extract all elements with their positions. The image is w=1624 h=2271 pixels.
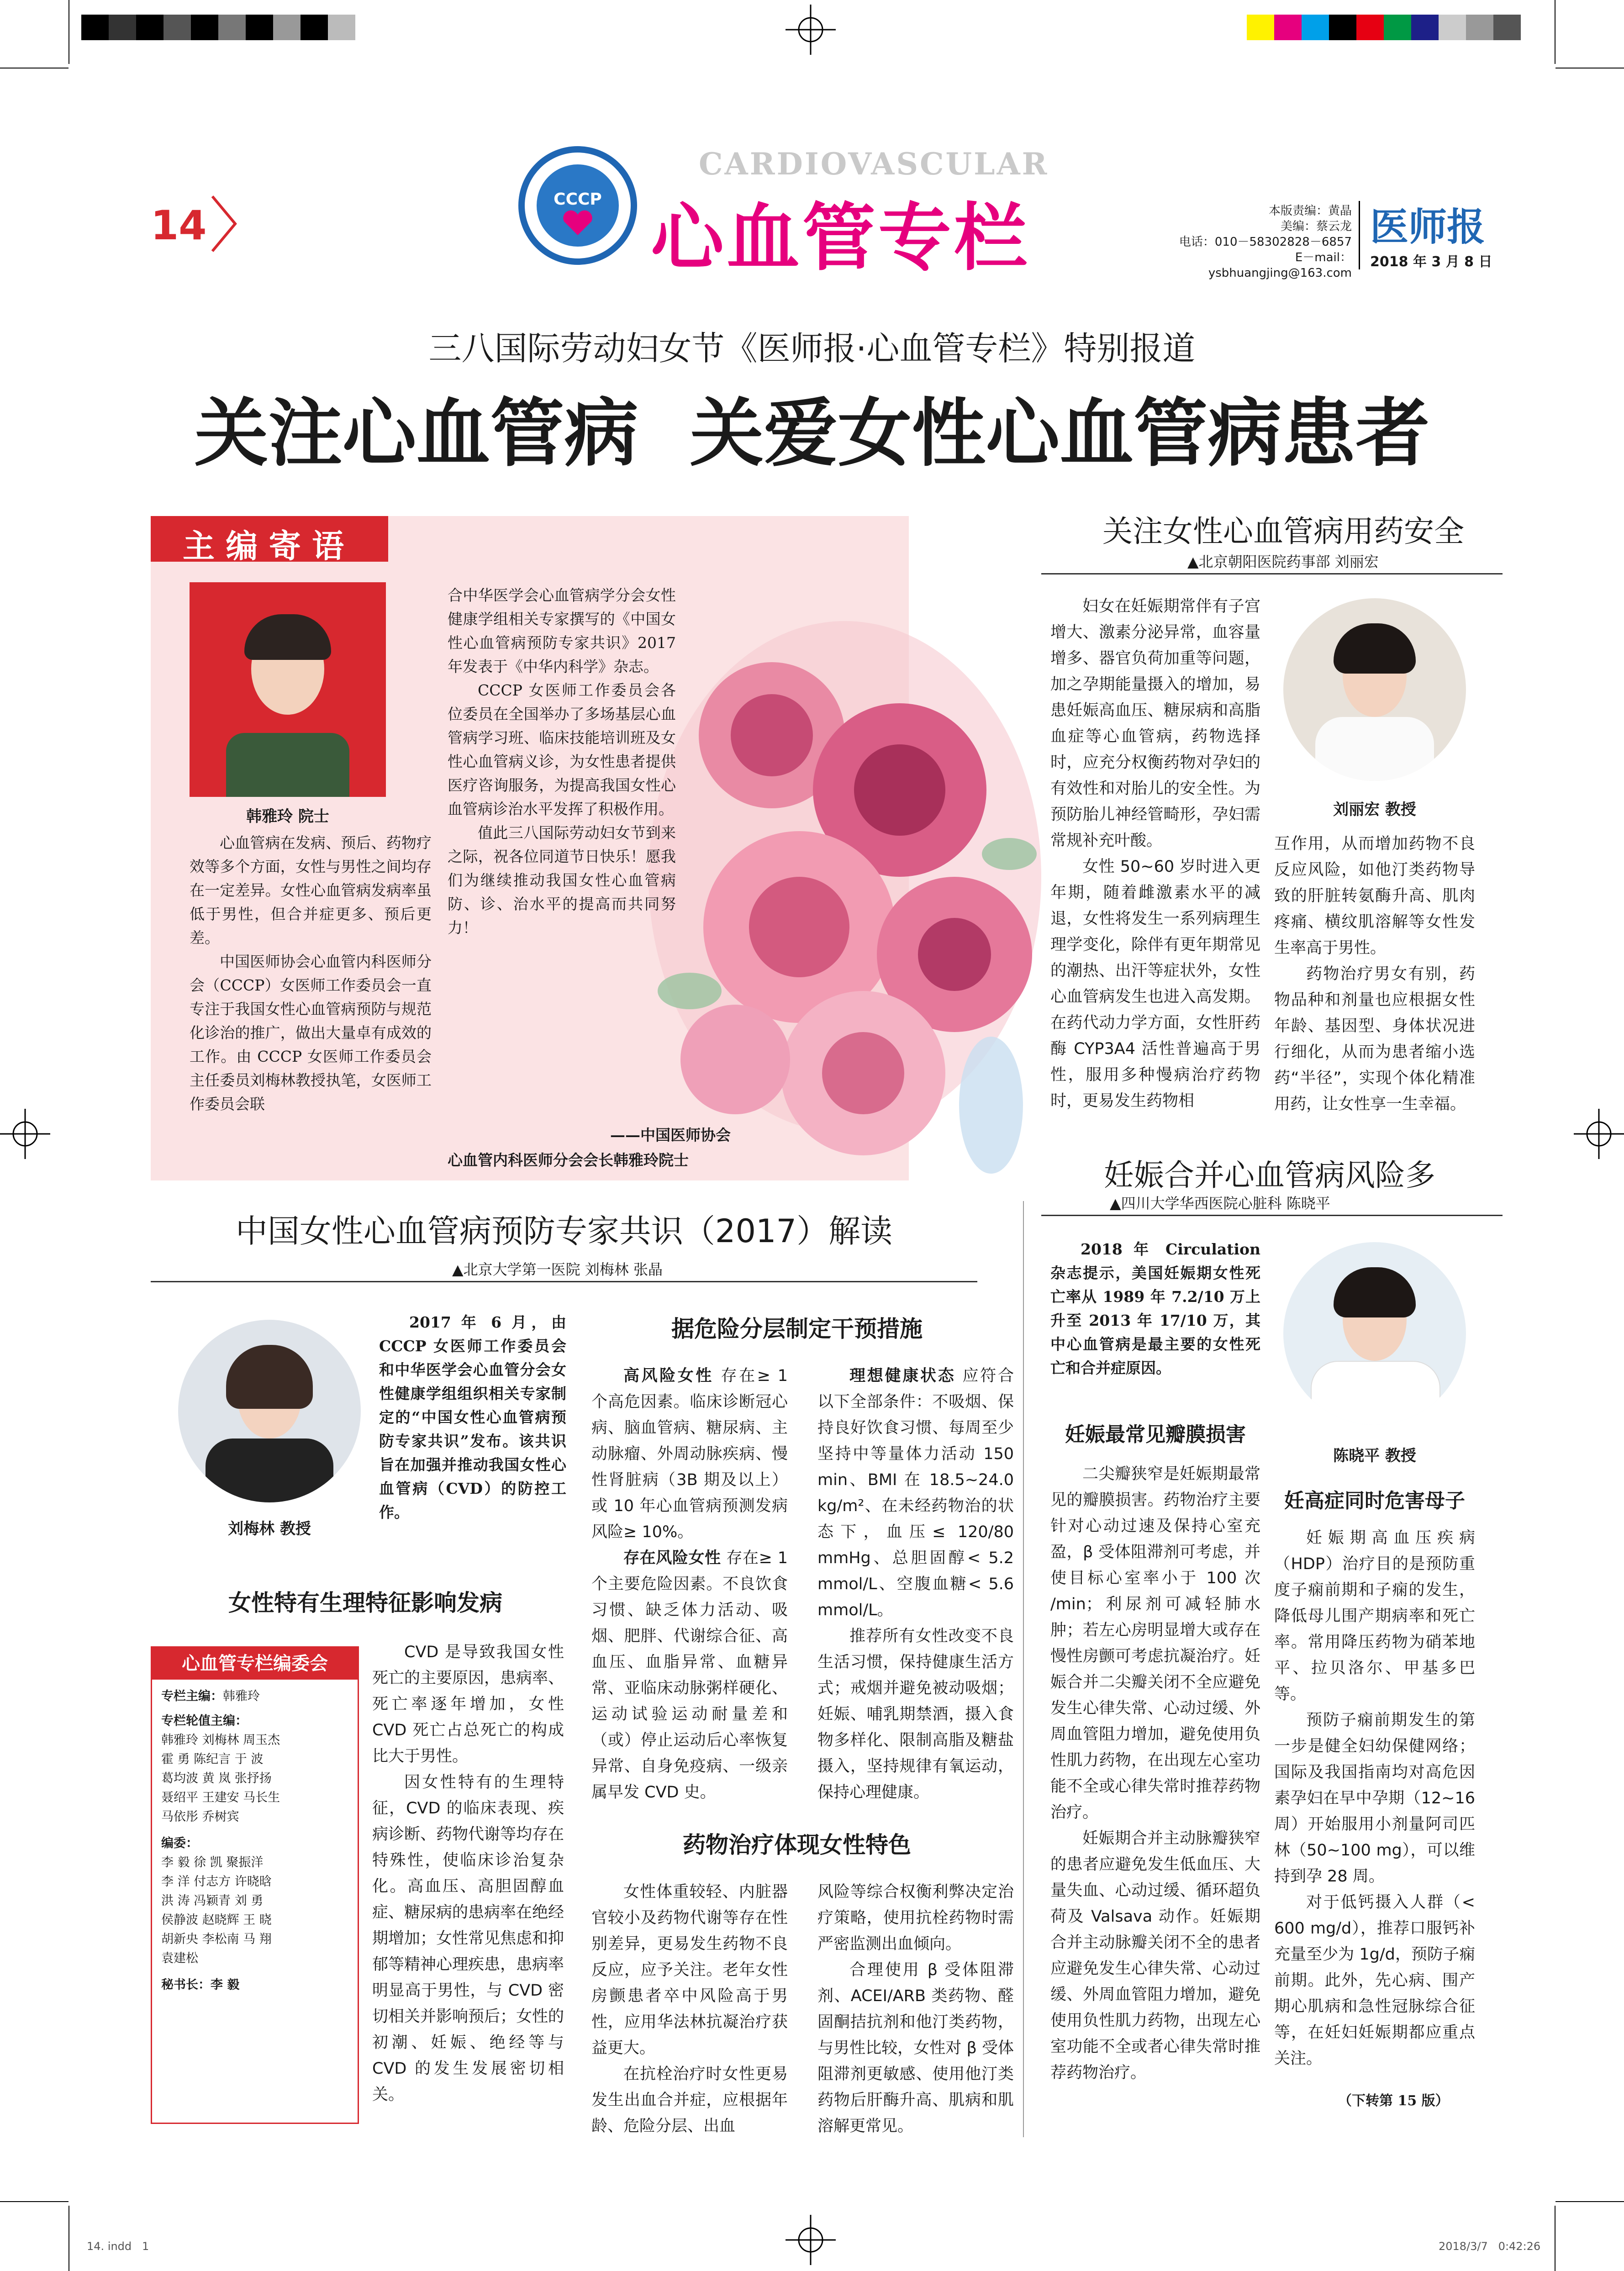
subhead-hypertension: 妊高症同时危害母子 <box>1284 1489 1465 1512</box>
color-bar <box>1247 15 1521 40</box>
paragraph: 2017 年 6 月，由 CCCP 女医师工作委员会和中华医学会心血管分会女性健康学组组织相关专家制定的“中国女性心血管病预防专家共识”发布。该共识旨在加强并推动我国女性心血管病（CVD）的防控工作。 <box>379 1313 566 1521</box>
article-title-drug-safety: 关注女性心血管病用药安全 <box>1102 514 1464 549</box>
committee-row: 袁建松 <box>161 1951 198 1965</box>
section-cn-title: 心血管专栏 <box>651 195 1030 280</box>
cccp-logo <box>518 146 637 265</box>
column-rule <box>1023 1201 1024 2137</box>
article-rule <box>1041 1215 1503 1216</box>
drug-safety-col2 <box>1274 831 1475 1117</box>
paragraph: 妊娠期合并主动脉瓣狭窄的患者应避免发生低血压、大量失血、心动过缓、循环超负荷及 Valsava 动作。妊娠期合并主动脉瓣关闭不全的患者应避免发生心律失常、心动过缓、外周血管阻力增加，避免使用负性肌力药物，出现左心室功能不全或者心律失常时推荐药物治疗。 <box>1050 1829 1260 2082</box>
paragraph: 妊娠期高血压疾病（HDP）治疗目的是预防重度子痫前期和子痫的发生，降低母儿围产期病率和死亡率。常用降压药物为硝苯地平、拉贝洛尔、甲基多巴等。 <box>1274 1529 1475 1703</box>
paragraph: 2018 年 Circulation 杂志提示，美国妊娠期女性死亡率从 1989 年 7.2/10 万上升至 2013 年 17/10 万，其中心血管病是最主要的女性死亡和合并症原因。 <box>1050 1240 1260 1377</box>
paragraph: 因女性特有的生理特征，CVD 的临床表现、疾病诊断、药物代谢等均存在特殊性，使临床诊治复杂化。高血压、高胆固醇血症、糖尿病的患病率在绝经期增加；女性常见焦虑和抑郁等精神心理疾患，患病率明显高于男性，与 CVD 密切相关并影响预后；女性的初潮、妊娠、绝经等与 CVD 的发生发展密切相关。 <box>372 1773 564 2104</box>
article-title-consensus: 中国女性心血管病预防专家共识（2017）解读 <box>235 1212 893 1250</box>
subhead-risk: 据危险分层制定干预措施 <box>671 1316 923 1342</box>
masthead-credits <box>1165 203 1352 281</box>
continued-note: （下转第 15 版） <box>1338 2093 1449 2109</box>
lead-text: 应符合以下全部条件：不吸烟、保持良好饮食习惯、每周至少坚持中等量体力活动 150 min、BMI 在 18.5~24.0 kg/m²、在未经药物治的状态下，血压≤ 120/80 mmHg、总胆固醇< 5.2 mmol/L、空腹血糖< 5.6 mmol/L。 <box>817 1367 1014 1619</box>
paragraph: CCCP 女医师工作委员会各位委员在全国举办了多场基层心血管病学习班、临床技能培训班及女性心血管病义诊，为女性患者提供医疗咨询服务，为提高我国女性心血管病诊治水平发挥了积极作用。 <box>448 681 676 818</box>
paragraph: 在抗栓治疗时女性更易发生出血合并症，应根据年龄、危险分层、出血 <box>591 2065 788 2135</box>
risk-col2 <box>817 1363 1014 1806</box>
lead-term: 存在风险女性 <box>623 1549 721 1567</box>
crop-line <box>0 2201 69 2202</box>
committee-box <box>151 1646 359 2124</box>
physiology-text <box>372 1639 564 2108</box>
pregnancy-intro <box>1050 1238 1260 1380</box>
portrait-caption: 韩雅玲 院士 <box>246 807 329 826</box>
portrait-chen-xiaoping <box>1283 1242 1466 1425</box>
consensus-intro <box>379 1311 566 1524</box>
paragraph: 药物治疗男女有别，药物品种和剂量也应根据女性年龄、基因型、身体状况进行细化，从而为患者缩小选药“半径”，实现个体化精准用药，让女性享一生幸福。 <box>1274 965 1475 1113</box>
lead-text: 存在≥ 1 个主要危险因素。不良饮食习惯、缺乏体力活动、吸烟、肥胖、代谢综合征、高血压、血脂异常、血糖异常、亚临床动脉粥样硬化、运动试验运动耐量差和（或）停止运动后心率恢复异常、自身免疫病、一级亲属早发 CVD 史。 <box>591 1549 788 1802</box>
committee-row: 李 毅 徐 凯 聚振洋 <box>161 1855 264 1870</box>
logo-text: CCCP <box>554 190 602 209</box>
portrait-caption: 刘丽宏 教授 <box>1333 801 1416 819</box>
subhead-valve: 妊娠最常见瓣膜损害 <box>1065 1423 1246 1446</box>
paragraph <box>817 1623 1014 1806</box>
crosshair-mark-left <box>0 1109 50 1159</box>
flower-illustration <box>607 534 1082 1219</box>
paragraph <box>591 1545 788 1806</box>
committee-row: 马依彤 乔树宾 <box>161 1810 239 1824</box>
paragraph: 值此三八国际劳动妇女节到来之际，祝各位同道节日快乐！愿我们为继续推动我国女性心血管病防、诊、治水平的提高而共同努力！ <box>448 824 676 937</box>
paragraph: 二尖瓣狭窄是妊娠期最常见的瓣膜损害。药物治疗主要针对心动过速及保持心室充盈，β 受体阻滞剂可考虑，并使目标心室率小于 100 次 /min；利尿剂可减轻肺水肿；若左心房明显增大或存在慢性房颤可考虑抗凝治疗。妊娠合并二尖瓣关闭不全应避免发生心律失常、心动过缓、外周血管阻力增加，避免使用负性肌力药物，在出现左心室功能不全或心律失常时推荐药物治疗。 <box>1050 1465 1260 1822</box>
portrait-caption: 陈晓平 教授 <box>1333 1447 1416 1465</box>
article-rule <box>151 1281 977 1282</box>
drug-safety-col1 <box>1050 594 1260 1114</box>
headline-title: 关注心血管病 关爱女性心血管病患者 <box>194 391 1430 477</box>
paragraph <box>817 1363 1014 1623</box>
committee-row: 葛均波 黄 岚 张抒扬 <box>161 1771 272 1786</box>
paragraph: 妇女在妊娠期常伴有子宫增大、激素分泌异常，血容量增多、器官负荷加重等问题，加之孕期能量摄入的增加，易患妊娠高血压、糖尿病和高脂血症等心血管病，药物选择时，应充分权衡药物对孕妇的有效性和对胎儿的安全性。为预防胎儿神经管畸形，孕妇需常规补充叶酸。 <box>1050 597 1260 850</box>
portrait-han-yaling <box>190 582 386 797</box>
paragraph: 互作用，从而增加药物不良反应风险，如他汀类药物导致的肝脏转氨酶升高、肌肉疼痛、横纹肌溶解等女性发生率高于男性。 <box>1274 835 1475 957</box>
committee-row: 韩雅玲 刘梅林 周玉杰 <box>161 1733 280 1747</box>
footer-file: 14. indd 1 <box>87 2240 149 2253</box>
crop-line <box>1555 2201 1624 2202</box>
page-number: 14 <box>151 202 207 249</box>
committee-chief: 韩雅玲 <box>223 1689 260 1703</box>
paragraph: 中国医师协会心血管内科医师分会（CCCP）女医师工作委员会一直专注于我国女性心血管病预防与规范化诊治的推广，做出大量卓有成效的工作。由 CCCP 女医师工作委员会主任委员刘梅林教授执笔，女医师工作委员会联 <box>190 953 432 1113</box>
designer-credit: 美编：蔡云龙 <box>1280 220 1352 233</box>
committee-secretary: 秘书长：李 毅 <box>161 1978 240 1992</box>
footer-timestamp: 2018/3/7 0:42:26 <box>1439 2240 1541 2253</box>
lead-term: 理想健康状态 <box>849 1367 956 1385</box>
risk-col1 <box>591 1363 788 1806</box>
drug-col2 <box>817 1879 1014 2139</box>
committee-editors-label: 编委： <box>161 1836 198 1850</box>
heart-icon <box>562 210 594 237</box>
drug-col1 <box>591 1879 788 2139</box>
crosshair-mark-top <box>786 5 836 55</box>
paragraph: 心血管病在发病、预后、药物疗效等多个方面，女性与男性之间均存在一定差异。女性心血管病发病率虽低于男性，但合并症更多、预后更差。 <box>190 834 432 947</box>
email-credit: E－mail：ysbhuangjing@163.com <box>1208 251 1352 280</box>
article-byline: ▲北京朝阳医院药事部 刘丽宏 <box>1187 553 1379 570</box>
editor-note-box <box>151 516 909 1180</box>
phone-credit: 电话：010－58302828－6857 <box>1179 235 1352 249</box>
committee-chief-label: 专栏主编： <box>161 1689 223 1703</box>
lead-term: 高风险女性 <box>623 1367 714 1385</box>
pregnancy-col2 <box>1274 1525 1475 2072</box>
editor-note-signature-org: ——中国医师协会 <box>610 1126 731 1144</box>
paragraph: 合中华医学会心血管病学分会女性健康学组相关专家撰写的《中国女性心血管病预防专家共识》2017 年发表于《中华内科学》杂志。 <box>448 586 676 675</box>
lead-text: 存在≥ 1 个高危因素。临床诊断冠心病、脑血管病、糖尿病、主动脉瘤、外周动脉疾病、慢性肾脏病（3B 期及以上）或 10 年心血管病预测发病风险≥ 10%。 <box>591 1367 788 1541</box>
pregnancy-col1 <box>1050 1461 1260 2086</box>
section-en-title: CARDIOVASCULAR <box>699 146 1049 182</box>
portrait-liu-meilin <box>178 1320 361 1502</box>
subhead-physiology: 女性特有生理特征影响发病 <box>228 1590 502 1616</box>
paper-name: 医师报 <box>1370 204 1486 249</box>
paragraph: 女性 50~60 岁时进入更年期，随着雌激素水平的减退，女性将发生一系列病理生理学变化，除伴有更年期常见的潮热、出汗等症状外，女性心血管病发生也进入高发期。在药代动力学方面，女性肝药酶 CYP3A4 活性普遍高于男性，服用多种慢病治疗药物时，更易发生药物相 <box>1050 858 1260 1110</box>
subhead-drug: 药物治疗体现女性特色 <box>683 1832 911 1858</box>
article-rule <box>1041 573 1503 574</box>
committee-row: 胡新央 李松南 马 翔 <box>161 1932 272 1946</box>
article-title-pregnancy: 妊娠合并心血管病风险多 <box>1104 1158 1435 1193</box>
editor-note-signature-name: 心血管内科医师分会会长韩雅玲院士 <box>448 1151 689 1169</box>
article-byline: ▲北京大学第一医院 刘梅林 张晶 <box>452 1261 663 1278</box>
committee-row: 侯静波 赵晓辉 王 晓 <box>161 1913 272 1927</box>
paragraph <box>591 1363 788 1545</box>
paragraph: 合理使用 β 受体阻滞剂、ACEI/ARB 类药物、醛固酮拮抗剂和他汀类药物，与男性比较，女性对 β 受体阻滞剂更敏感、使用他汀类药物后肝酶升高、肌病和肌溶解更常见。 <box>817 1961 1014 2135</box>
crosshair-mark-right <box>1574 1109 1624 1159</box>
paragraph: 风险等综合权衡利弊决定治疗策略，使用抗栓药物时需严密监测出血倾向。 <box>817 1883 1014 1953</box>
committee-row: 李 洋 付志方 许晓晗 <box>161 1875 272 1889</box>
page-chevron-icon <box>208 192 240 256</box>
lead-text: 推荐所有女性改变不良生活习惯，保持健康生活方式；戒烟并避免被动吸烟；妊娠、哺乳期禁酒，摄入食物多样化、限制高脂及糖盐摄入，坚持规律有氧运动，保持心理健康。 <box>817 1627 1014 1802</box>
headline-kicker: 三八国际劳动妇女节《医师报·心血管专栏》特别报道 <box>428 329 1196 368</box>
committee-row: 洪 涛 冯颖青 刘 勇 <box>161 1894 264 1908</box>
editor-note-col2 <box>448 584 676 940</box>
crosshair-mark-bottom <box>786 2215 836 2265</box>
committee-title: 心血管专栏编委会 <box>152 1648 358 1680</box>
committee-row: 聂绍平 王建安 马长生 <box>161 1791 280 1805</box>
masthead-divider <box>1359 201 1360 269</box>
committee-row: 霍 勇 陈纪言 于 波 <box>161 1752 264 1766</box>
registration-black-bars <box>81 15 355 40</box>
banner-label: 主 编 寄 语 <box>183 527 344 565</box>
article-byline: ▲四川大学华西医院心脏科 陈晓平 <box>1110 1195 1330 1212</box>
editor-note-banner <box>151 516 388 565</box>
paragraph: 预防子痫前期发生的第一步是健全妇幼保健网络；国际及我国指南均对高危因素孕妇在早中孕期（12~16 周）开始服用小剂量阿司匹林（50~100 mg），可以维持到孕 28 周。 <box>1274 1711 1475 1886</box>
editor-note-col1 <box>190 831 432 1116</box>
paragraph: CVD 是导致我国女性死亡的主要原因，患病率、死亡率逐年增加，女性 CVD 死亡占总死亡的构成比大于男性。 <box>372 1643 564 1765</box>
issue-date: 2018 年 3 月 8 日 <box>1370 254 1492 270</box>
paragraph: 对于低钙摄入人群（< 600 mg/d），推荐口服钙补充量至少为 1g/d，预防子痫前期。此外，先心病、围产期心肌病和急性冠脉综合征等，在妊妇妊娠期都应重点关注。 <box>1274 1893 1475 2068</box>
committee-rotating-label: 专栏轮值主编： <box>161 1714 248 1728</box>
portrait-liu-lihong <box>1283 598 1466 781</box>
portrait-caption: 刘梅林 教授 <box>228 1520 311 1538</box>
paragraph: 女性体重较轻、内脏器官较小及药物代谢等存在性别差异，更易发生药物不良反应，应予关注。老年女性房颤患者卒中风险高于男性，应用华法林抗凝治疗获益更大。 <box>591 1883 788 2057</box>
editor-credit: 本版责编：黄晶 <box>1268 204 1352 218</box>
